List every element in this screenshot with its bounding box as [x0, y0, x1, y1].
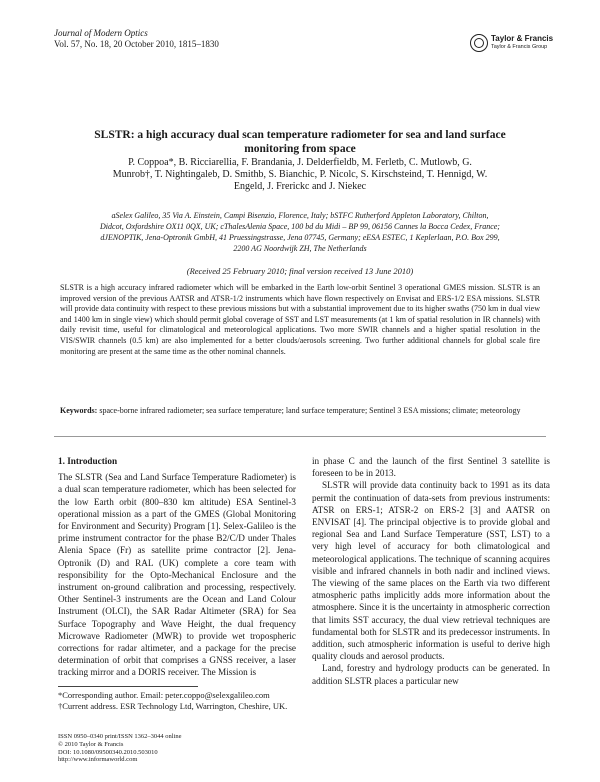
journal-name: Journal of Modern Optics: [54, 28, 148, 38]
doi: DOI: 10.1080/09500340.2010.503010: [58, 748, 158, 756]
footnote-current-address: †Current address. ESR Technology Ltd, Warrington, Cheshire, UK.: [58, 701, 288, 711]
publication-meta: [58, 733, 358, 764]
paragraph: Land, forestry and hydrology products can be generated. In addition SLSTR places a particular new: [312, 663, 550, 686]
author-list: P. Coppoa*, B. Ricciarellia, F. Brandania, J. Delderfieldb, M. Ferletb, C. Mutlowb, G. Munrob†, T. Nightingaleb, D. Smithb, S. Bianchic, P. Nicolc, S. Kirschsteind, T. Hennigd, W. Engeld, J. Frerickc and J. Niekec: [112, 157, 488, 192]
paragraph: in phase C and the launch of the first Sentinel 3 satellite is foreseen to be in 2013.: [312, 456, 550, 479]
article-title: SLSTR: a high accuracy dual scan temperature radiometer for sea and land surface monitoring from space: [94, 129, 506, 155]
journal-url: http://www.informaworld.com: [58, 756, 138, 764]
body-left-column: [58, 455, 296, 679]
keywords-label: Keywords:: [60, 406, 98, 415]
volume-info: Vol. 57, No. 18, 20 October 2010, 1815–1830: [54, 39, 219, 49]
keywords-text: space-borne infrared radiometer; sea surface temperature; land surface temperature; Sentinel 3 ESA missions; climate; meteorology: [99, 406, 521, 415]
issn: ISSN 0950–0340 print/ISSN 1362–3044 online: [58, 733, 182, 740]
footnotes: [58, 690, 538, 712]
publisher-name: Taylor & Francis: [491, 34, 554, 43]
journal-header: [54, 28, 219, 50]
section-heading: 1. Introduction: [58, 456, 118, 466]
received-dates: (Received 25 February 2010; final version received 13 June 2010): [186, 266, 414, 276]
publisher-logo: [470, 34, 555, 54]
divider: [54, 436, 546, 437]
paragraph: SLSTR will provide data continuity back to 1991 as its data permit the continuation of data-sets from previous instruments: ATSR on ERS-1; ATSR-2 on ERS-2 [3] and AATSR on ENVISAT [4]. The principal objective is to provide global and regional Sea and Land Surface Temperature (SST, LST) to a very high level of accuracy for both climatological and meteorological applications. The technique of scanning acquires visible and infrared channels in both nadir and inclined views. The viewing of the same places on the Earth via two different atmospheric paths implicitly adds more information about the atmosphere. Since it is the uncertainty in atmospheric correction that limits SST accuracy, the dual view retrieval techniques are fundamental both for SLSTR and its predecessor instruments. In addition, such atmospheric information is useful to derive high quality clouds and aerosol products.: [312, 480, 550, 662]
paragraph: The SLSTR (Sea and Land Surface Temperature Radiometer) is a dual scan temperature radiometer, which has been selected for the low Earth orbit (800–830 km altitude) ESA Sentinel-3 operational mission as a part of the GMES (Global Monitoring for Environment and Security) Program [1]. Selex-Galileo is the prime instrument contractor for the phase B2/C/D under Thales Alenia Space (Fr) as satellite prime contractor [2]. Jena-Optronik (D) and RAL (UK) complete a core team with responsibility for the Opto-Mechanical Enclosure and the instrument on-ground calibration and processing, respectively. Other Sentinel-3 instruments are the Ocean and Land Colour Instrument (OLCI), the SAR Radar Altimeter (SRA) for Sea Surface Topography and Wave Height, the dual frequency Microwave Radiometer (MWR) to provide wet tropospheric corrections for radar altimeter, and a package for the precise determination of orbit that comprises a GNSS receiver, a laser tracking mirror and a DORIS receiver. The Mission is: [58, 472, 296, 678]
publisher-group: Taylor & Francis Group: [491, 44, 548, 50]
body-right-column: [312, 455, 550, 687]
footnote-corresponding: *Corresponding author. Email: peter.coppo@selexgalileo.com: [58, 690, 270, 700]
abstract: SLSTR is a high accuracy infrared radiometer which will be embarked in the Earth low-orbit Sentinel 3 operational GMES mission. SLSTR is an improved version of the previous AATSR and ATSR-1/2 instruments which have flown respectively on Envisat and ERS-1/2 ESA missions. SLSTR will provide data continuity with respect to these previous missions but with a substantial improvement due to its higher swaths (750 km in dual view and 1400 km in single view) which should permit global coverage of SST and LST measurements (at 1 km of spatial resolution in IR channels) with daily revisit time, useful for climatological and meteorological applications. Two more SWIR channels and a higher spatial resolution in the VIS/SWIR channels (0.5 km) are also implemented for a better clouds/aerosols screening. Two further additional channels for global scale fire monitoring are present at the same time as the other nominal channels.: [60, 283, 540, 356]
keywords: [60, 406, 540, 417]
footnote-rule: [58, 686, 198, 687]
affiliations: aSelex Galileo, 35 Via A. Einstein, Campi Bisenzio, Florence, Italy; bSTFC Rutherford Appleton Laboratory, Chilton, Didcot, Oxfordshire OX11 0QX, UK; cThalesAlenia Space, 100 bd du Midi – BP 99, 06156 Cannes la Bocca Cedex, France; dJENOPTIK, Jena-Optronik GmbH, 41 Pruessingstrasse, Jena 07745, Germany; eESA ESTEC, 1 Keplerlaan, P.O. Box 299, 2200 AG Noordwijk ZH, The Netherlands: [100, 211, 500, 253]
copyright: © 2010 Taylor & Francis: [58, 740, 124, 748]
publisher-logo-icon: [470, 34, 488, 52]
